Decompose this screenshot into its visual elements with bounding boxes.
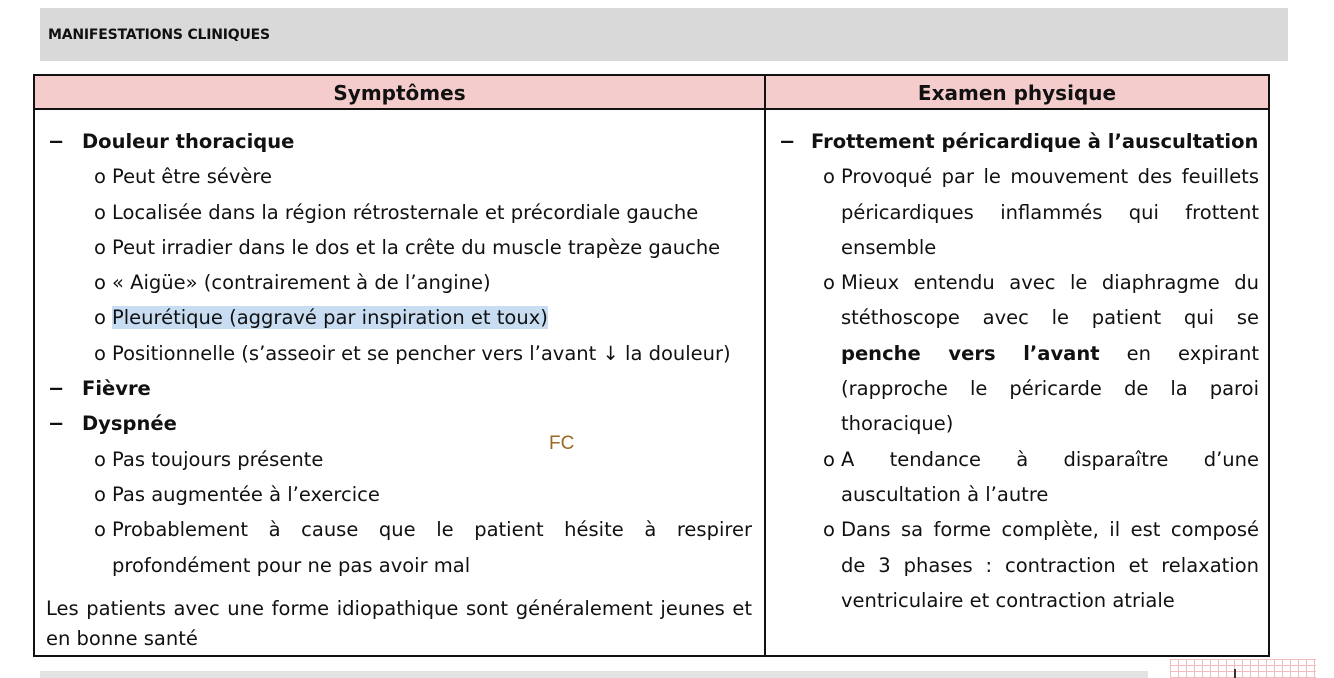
symptom-dyspnee [46, 406, 752, 441]
list-item [46, 336, 752, 371]
list-item-selected[interactable] [46, 300, 752, 335]
symptom-title: Douleur thoracique [82, 130, 295, 153]
list-item [46, 512, 752, 583]
dash-bullet: − [779, 130, 796, 153]
list-item-text: en expirant (rapproche le péricarde de la paroi thoracique) [841, 341, 1260, 436]
section-title: MANIFESTATIONS CLINIQUES [48, 27, 270, 43]
bullet: o [823, 271, 835, 295]
list-item-text: A tendance à disparaître d’une auscultation à l’autre [841, 447, 1259, 506]
bullet: o [94, 482, 106, 506]
list-item-text: Pas toujours présente [112, 447, 324, 471]
bullet: o [94, 518, 106, 542]
bullet: o [94, 306, 106, 330]
bullet: o [94, 200, 106, 224]
dash-bullet: − [48, 130, 65, 153]
list-item-text: « Aigüe» (contrairement à de l’angine) [112, 271, 491, 295]
symptoms-column [46, 124, 752, 654]
list-item-text: Pleurétique (aggravé par inspiration et toux) [112, 306, 548, 330]
fc-annotation: FC [549, 433, 575, 454]
column-divider [764, 76, 766, 655]
list-item-text: Localisée dans la région rétrosternale et précordiale gauche [112, 200, 699, 224]
list-item [46, 477, 752, 512]
list-item-text: Positionnelle (s’asseoir et se pencher vers l’avant ↓ la douleur) [112, 341, 731, 365]
symptom-title: Dyspnée [82, 412, 177, 436]
list-item [46, 230, 752, 265]
ecg-grid-thumbnail [1170, 659, 1316, 678]
symptom-fievre [46, 371, 752, 406]
text-selection-highlight[interactable] [94, 306, 548, 330]
list-item-text: Dans sa forme complète, il est composé de 3 phases : contraction et relaxation ventriculaire et contraction atriale [841, 518, 1259, 612]
bullet: o [94, 271, 106, 295]
table-header-row [35, 76, 1268, 110]
bullet: o [823, 447, 835, 471]
bullet: o [94, 341, 106, 365]
list-item [46, 265, 752, 300]
list-item [777, 159, 1259, 265]
dash-bullet: − [48, 412, 65, 436]
list-item [777, 512, 1259, 618]
dash-bullet: − [48, 377, 65, 401]
exam-title: Frottement péricardique à l’auscultation [811, 130, 1259, 153]
header-exam: Examen physique [917, 81, 1117, 105]
header-symptoms: Symptômes [333, 81, 466, 105]
list-item-text: Pas augmentée à l’exercice [112, 482, 380, 506]
symptom-douleur [46, 124, 752, 159]
bullet: o [94, 447, 106, 471]
bullet: o [823, 518, 835, 542]
exam-column [777, 124, 1259, 618]
list-item-text: Peut être sévère [112, 165, 272, 189]
clinical-table [33, 74, 1270, 657]
list-item [46, 159, 752, 194]
bullet: o [94, 165, 106, 189]
list-item-text: Probablement à cause que le patient hésite à respirer profondément pour ne pas avoir mal [112, 518, 752, 577]
list-item [777, 442, 1259, 513]
list-item [46, 195, 752, 230]
emphasis-text: penche vers l’avant [841, 341, 1100, 365]
list-item [46, 442, 752, 477]
exam-frottement [777, 124, 1259, 159]
bullet: o [823, 165, 835, 189]
next-section-bar [40, 671, 1148, 678]
list-item [777, 265, 1259, 441]
idiopathic-note: Les patients avec une forme idiopathique sont généralement jeunes et en bonne santé [46, 596, 752, 650]
list-item-text: Provoqué par le mouvement des feuillets péricardiques inflammés qui frottent ensemble [841, 165, 1259, 259]
list-item-text: Peut irradier dans le dos et la crête du muscle trapèze gauche [112, 235, 721, 259]
list-item-text: Mieux entendu avec le diaphragme du stéthoscope avec le patient qui se [841, 271, 1259, 330]
symptom-title: Fièvre [82, 377, 151, 401]
section-header-bar [40, 8, 1288, 61]
bullet: o [94, 235, 106, 259]
thumbnail-marker [1234, 669, 1236, 678]
